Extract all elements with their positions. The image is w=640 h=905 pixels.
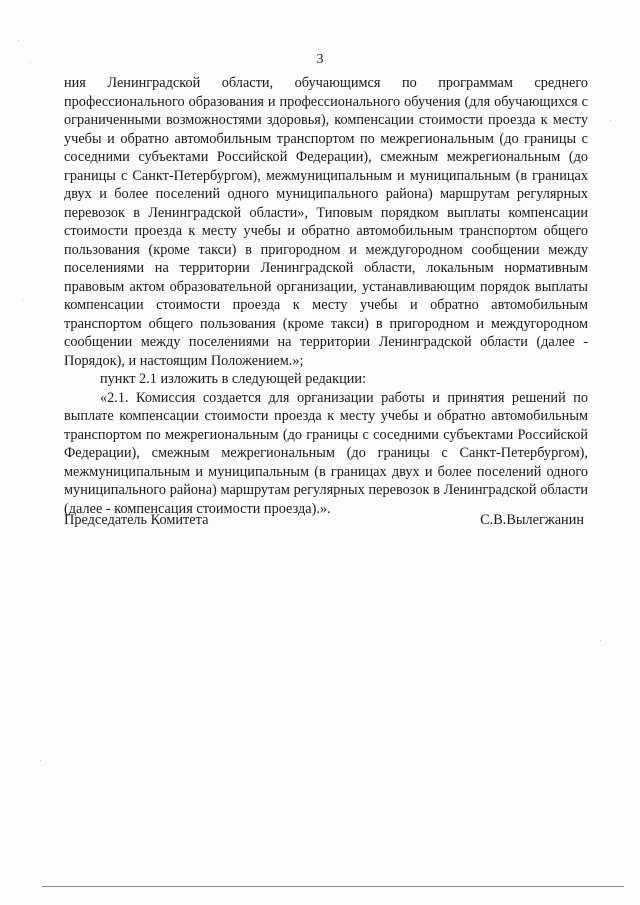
page-number: 3: [316, 52, 324, 67]
scan-edge-line: [42, 886, 624, 887]
signatory-position: Председатель Комитета: [64, 512, 209, 528]
scan-speck: [30, 62, 31, 63]
paragraph-continuation: ния Ленинградской области, обучающимся по программам среднего профессионального образования и профессионального обучения (для обучающихся с ограниченными возможностями здоровья), компенсации стоимости проезда к месту учебы и обратно автомобильным транспортом по межрегиональным (до границы с соседними субъектами Российской Федерации), смежным межрегиональным (до границы с Санкт-Петербургом), межмуниципальным и муниципальным (в границах двух и более поселений одного муниципального района) маршрутам регулярных перевозок в Ленинградской области», Типовым порядком выплаты компенсации стоимости проезда к месту учебы и обратно автомобильным транспортом общего пользования (кроме такси) в пригородном и междугородном сообщении между поселениями на территории Ленинградской области, локальным нормативным правовым актом образовательной организации, устанавливающим порядок выплаты компенсации стоимости проезда к месту учебы и обратно автомобильным транспортом общего пользования (кроме такси) в пригородном и междугородном сообщении между поселениями на территории Ленинградской области (далее - Порядок), и настоящим Положением.»;: [64, 75, 588, 369]
signatory-name: С.В.Вылегжанин: [480, 512, 584, 528]
scan-speck: [22, 300, 23, 301]
paragraph-clause-2-1: «2.1. Комиссия создается для организации работы и принятия решений по выплате компенсации стоимости проезда к месту учебы и обратно автомобильным транспортом по межрегиональным (до границы с соседними субъектами Российской Федерации), смежным межрегиональным (до границы с Санкт-Петербургом), межмуниципальным и муниципальным (в границах двух и более поселений одного муниципального района) маршрутам регулярных перевозок в Ленинградской области (далее - компенсация стоимости проезда).».: [64, 389, 588, 517]
document-body: [64, 74, 588, 518]
scan-speck: [40, 760, 41, 761]
paragraph-amendment-intro: пункт 2.1 изложить в следующей редакции:: [100, 371, 367, 387]
scan-speck: [18, 40, 19, 41]
scan-speck: [600, 640, 601, 641]
scan-speck: [610, 120, 611, 121]
